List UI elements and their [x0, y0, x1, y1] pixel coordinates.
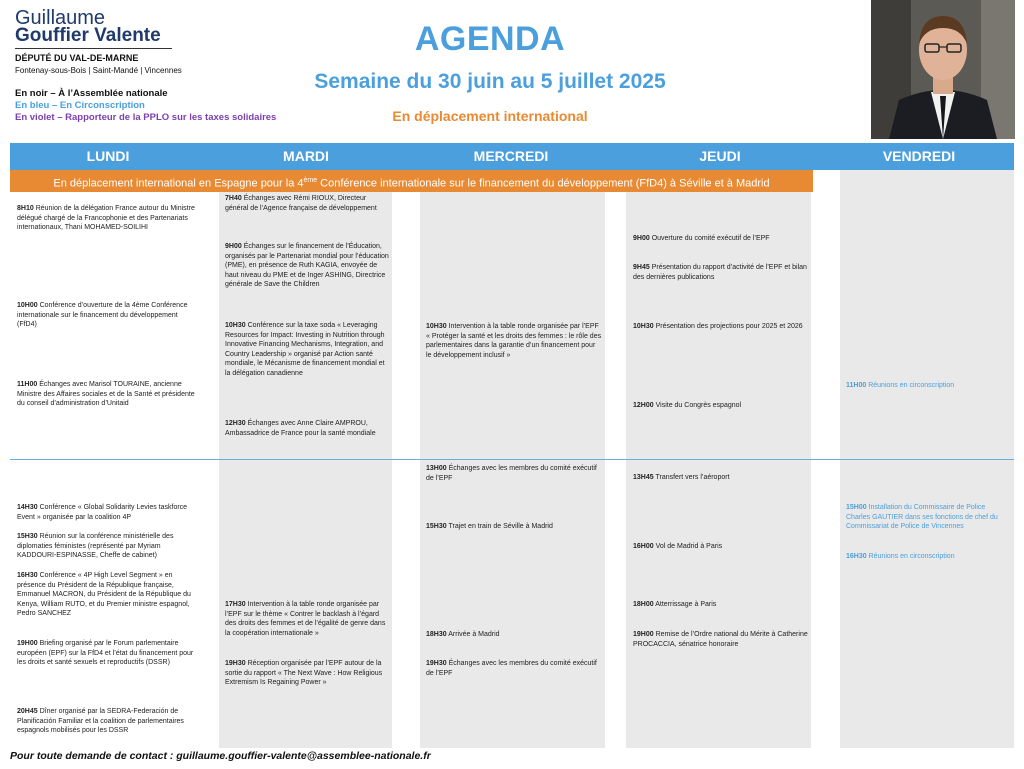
event-time: 10H30: [633, 323, 654, 330]
event-time: 17H30: [225, 601, 246, 608]
event-lundi: [17, 204, 197, 233]
event-text: Intervention à la table ronde organisée par l’EPF sur le thème « Contrer le backlash à l’égard des droits des femmes et de l’égalité de genre dans la coopération internationale »: [225, 601, 386, 637]
event-vendredi: [846, 552, 1010, 562]
day-header-mercredi: MERCREDI: [473, 148, 549, 164]
event-time: 19H30: [426, 660, 447, 667]
event-text: Dîner organisé par la SEDRA-Federación de Planificación Familiar et la coalition de parlementaires espagnols mobilisés pour les DSSR: [17, 708, 184, 734]
event-time: 10H30: [426, 323, 447, 330]
event-text: Échanges avec Marisol TOURAINE, ancienne Ministre des Affaires sociales et de la Santé et présidente du conseil d’administration d’Unitaid: [17, 381, 195, 407]
event-time: 8H10: [17, 205, 34, 212]
event-lundi: [17, 707, 197, 736]
event-text: Réception organisée par l’EPF autour de la sortie du rapport « The Next Wave : How Religious Extremism Is Regaining Power »: [225, 660, 383, 686]
event-mercredi: [426, 659, 602, 678]
event-jeudi: [633, 263, 809, 282]
banner-superscript: ème: [303, 177, 318, 184]
event-text: Conférence « 4P High Level Segment » en présence du Président de la République française, Emmanuel MACRON, du Président de la République du Kenya, William RUTO, et du Premier ministre espagnol, Pedro SANCHEZ: [17, 572, 191, 617]
event-mardi: [225, 194, 390, 213]
event-jeudi: [633, 473, 809, 483]
event-text: Échanges sur le financement de l’Éducation, organisés par le Partenariat mondial pour l’éducation (PME), en présence de Ruth KAGIA, envoyée de haut niveau du PME et de Inger ASHING, Directrice générale de Save the Children: [225, 243, 389, 288]
travel-banner: [10, 170, 813, 192]
event-time: 12H00: [633, 402, 654, 409]
event-text: Présentation du rapport d’activité de l’EPF et bilan des dernières publications: [633, 264, 807, 281]
event-time: 12H30: [225, 420, 246, 427]
event-text: Remise de l’Ordre national du Mérite à Catherine PROCACCIA, sénatrice honoraire: [633, 631, 808, 648]
event-time: 7H40: [225, 195, 242, 202]
event-jeudi: [633, 401, 809, 411]
event-text: Briefing organisé par le Forum parlementaire européen (EPF) sur la FfD4 et l’état du financement pour les droits et santé sexuels et reproductifs (DSSR): [17, 640, 194, 666]
event-time: 9H45: [633, 264, 650, 271]
legend-violet: En violet – Rapporteur de la PPLO sur les taxes solidaires: [15, 112, 277, 123]
event-text: Conférence d’ouverture de la 4ème Conférence internationale sur le financement du développement (FfD4): [17, 302, 188, 328]
event-lundi: [17, 503, 197, 522]
event-jeudi: [633, 542, 809, 552]
event-jeudi: [633, 234, 809, 244]
event-time: 15H30: [17, 533, 38, 540]
event-time: 18H30: [426, 631, 447, 638]
legend-blue: En bleu – En Circonscription: [15, 100, 145, 111]
event-mardi: [225, 419, 390, 438]
midday-separator: [10, 459, 1014, 460]
event-text: Transfert vers l’aéroport: [655, 474, 730, 481]
event-text: Réunions en circonscription: [868, 553, 955, 560]
name-underline: [15, 48, 172, 49]
event-mardi: [225, 600, 390, 638]
event-lundi: [17, 639, 197, 668]
event-mardi: [225, 659, 390, 688]
deputy-first-name: Guillaume: [15, 7, 106, 29]
event-time: 14H30: [17, 504, 38, 511]
event-mercredi: [426, 322, 602, 360]
event-text: Conférence « Global Solidarity Levies taskforce Event » organisée par la coalition 4P: [17, 504, 188, 521]
legend-black: En noir – À l’Assemblée nationale: [15, 88, 168, 99]
event-text: Arrivée à Madrid: [448, 631, 500, 638]
event-time: 16H00: [633, 543, 654, 550]
event-text: Atterrissage à Paris: [655, 601, 717, 608]
day-header-vendredi: VENDREDI: [882, 148, 956, 164]
event-time: 16H30: [17, 572, 38, 579]
deputy-role: DÉPUTÉ DU VAL-DE-MARNE: [15, 53, 139, 63]
event-text: Ouverture du comité exécutif de l’EPF: [651, 235, 770, 242]
event-time: 18H00: [633, 601, 654, 608]
day-header-jeudi: JEUDI: [699, 148, 741, 164]
event-text: Réunions en circonscription: [868, 382, 955, 389]
event-time: 13H00: [426, 465, 447, 472]
event-time: 10H00: [17, 302, 38, 309]
event-jeudi: [633, 322, 809, 332]
banner-text-start: En déplacement international en Espagne pour la 4: [53, 177, 304, 190]
event-text: Installation du Commissaire de Police Charles GAUTIER dans ses fonctions de chef du Commissariat de Police de Vincennes: [846, 504, 998, 530]
event-time: 13H45: [633, 474, 654, 481]
event-time: 10H30: [225, 322, 246, 329]
event-lundi: [17, 301, 197, 330]
deputy-portrait: [871, 0, 1015, 139]
event-time: 15H00: [846, 504, 867, 511]
event-time: 11H00: [846, 382, 867, 389]
event-vendredi: [846, 503, 1010, 532]
event-time: 15H30: [426, 523, 447, 530]
day-header-lundi: LUNDI: [86, 148, 130, 164]
event-vendredi: [846, 381, 1010, 391]
event-text: Échanges avec les membres du comité exécutif de l’EPF: [426, 465, 597, 482]
event-time: 20H45: [17, 708, 38, 715]
event-time: 16H30: [846, 553, 867, 560]
event-text: Intervention à la table ronde organisée par l’EPF « Protéger la santé et les droits des femmes : le rôle des parlementaires dans la garantie d’un financement pour le développement inclusif »: [426, 323, 602, 359]
event-mardi: [225, 321, 390, 378]
event-text: Réunion de la délégation France autour du Ministre délégué chargé de la Francophonie et des Partenariats internationaux, Thani MOHAMED-SOILIHI: [17, 205, 195, 231]
event-text: Vol de Madrid à Paris: [655, 543, 723, 550]
event-time: 19H30: [225, 660, 246, 667]
event-text: Réunion sur la conférence ministérielle des diplomaties féministes (représenté par Myriam KADDOURI-ESPINASSE, Cheffe de cabinet): [17, 533, 174, 559]
event-text: Échanges avec Anne Claire AMPROU, Ambassadrice de France pour la santé mondiale: [225, 420, 376, 437]
page-title: AGENDA: [414, 20, 566, 58]
event-lundi: [17, 380, 197, 409]
day-header-mardi: MARDI: [283, 148, 329, 164]
event-time: 11H00: [17, 381, 38, 388]
event-jeudi: [633, 600, 809, 610]
event-lundi: [17, 571, 197, 619]
contact-footer: Pour toute demande de contact : guillaume.gouffier-valente@assemblee-nationale.fr: [10, 750, 431, 762]
event-text: Présentation des projections pour 2025 et 2026: [655, 323, 803, 330]
event-text: Échanges avec les membres du comité exécutif de l’EPF: [426, 660, 597, 677]
deputy-towns: Fontenay-sous-Bois | Saint-Mandé | Vincennes: [15, 66, 182, 75]
week-range: Semaine du 30 juin au 5 juillet 2025: [314, 70, 666, 93]
event-mercredi: [426, 464, 602, 483]
event-text: Échanges avec Rémi RIOUX, Directeur général de l’Agence française de développement: [225, 195, 377, 212]
status-note: En déplacement international: [392, 108, 588, 124]
event-time: 9H00: [225, 243, 242, 250]
event-time: 19H00: [633, 631, 654, 638]
event-time: 19H00: [17, 640, 38, 647]
event-time: 9H00: [633, 235, 650, 242]
event-mercredi: [426, 522, 602, 532]
event-lundi: [17, 532, 197, 561]
event-text: Trajet en train de Séville à Madrid: [448, 523, 553, 530]
event-text: Conférence sur la taxe soda « Leveraging Resources for Impact: Investing in Nutrition through Innovative Financing Mechanisms, Integration, and Country Leadership » organisé par Action santé mondiale, le Mécanisme de financement mondial et la délégation canadienne: [225, 322, 385, 377]
event-text: Visite du Congrès espagnol: [655, 402, 742, 409]
banner-text-end: Conférence internationale sur le financement du développement (FfD4) à Séville et à Madrid: [317, 177, 770, 190]
event-jeudi: [633, 630, 809, 649]
event-mardi: [225, 242, 390, 290]
event-mercredi: [426, 630, 602, 640]
deputy-last-name: Gouffier Valente: [15, 25, 161, 46]
